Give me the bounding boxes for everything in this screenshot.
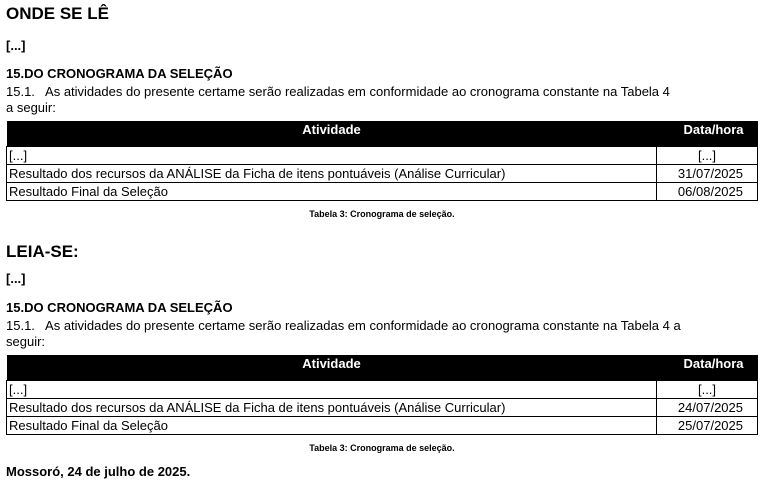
table-caption-after: Tabela 3: Cronograma de seleção. xyxy=(309,443,455,453)
cell-date: 31/07/2025 xyxy=(657,165,758,183)
col-header-activity: Atividade xyxy=(7,355,657,381)
cell-activity: [...] xyxy=(7,381,657,399)
cell-activity: Resultado dos recursos da ANÁLISE da Ficha de itens pontuáveis (Análise Curricular) xyxy=(7,165,657,183)
signature-date: Mossoró, 24 de julho de 2025. xyxy=(6,464,191,479)
cell-activity: Resultado Final da Seleção xyxy=(7,183,657,201)
paragraph-before xyxy=(6,84,746,116)
cell-date: [...] xyxy=(657,381,758,399)
schedule-table-after xyxy=(6,355,758,435)
table-row xyxy=(7,399,758,417)
cell-activity: Resultado dos recursos da ANÁLISE da Ficha de itens pontuáveis (Análise Curricular) xyxy=(7,399,657,417)
ellipsis-before: [...] xyxy=(6,38,26,53)
table-row xyxy=(7,417,758,435)
section-title-before: 15.DO CRONOGRAMA DA SELEÇÃO xyxy=(6,66,233,81)
table-caption-before: Tabela 3: Cronograma de seleção. xyxy=(309,209,455,219)
col-header-activity: Atividade xyxy=(7,121,657,147)
table-header xyxy=(7,355,758,381)
table-row xyxy=(7,147,758,165)
col-header-date: Data/hora xyxy=(657,355,758,381)
cell-date: 25/07/2025 xyxy=(657,417,758,435)
schedule-table-before xyxy=(6,121,758,201)
table-row xyxy=(7,381,758,399)
table-header xyxy=(7,121,758,147)
paragraph-line: a seguir: xyxy=(6,100,56,115)
cell-date: [...] xyxy=(657,147,758,165)
heading-onde-se-le: ONDE SE LÊ xyxy=(6,4,109,23)
paragraph-line: seguir: xyxy=(6,334,46,349)
cell-activity: Resultado Final da Seleção xyxy=(7,417,657,435)
paragraph-after xyxy=(6,318,746,350)
ellipsis-after: [...] xyxy=(6,271,26,286)
heading-leia-se: LEIA-SE: xyxy=(6,242,79,261)
cell-date: 24/07/2025 xyxy=(657,399,758,417)
table-row xyxy=(7,183,758,201)
cell-activity: [...] xyxy=(7,147,657,165)
section-title-after: 15.DO CRONOGRAMA DA SELEÇÃO xyxy=(6,300,233,315)
table-row xyxy=(7,165,758,183)
cell-date: 06/08/2025 xyxy=(657,183,758,201)
paragraph-line: 15.1. As atividades do presente certame serão realizadas em conformidade ao cronograma constante na Tabela 4 xyxy=(6,84,670,99)
paragraph-line: 15.1. As atividades do presente certame serão realizadas em conformidade ao cronograma constante na Tabela 4 a xyxy=(6,318,681,333)
col-header-date: Data/hora xyxy=(657,121,758,147)
